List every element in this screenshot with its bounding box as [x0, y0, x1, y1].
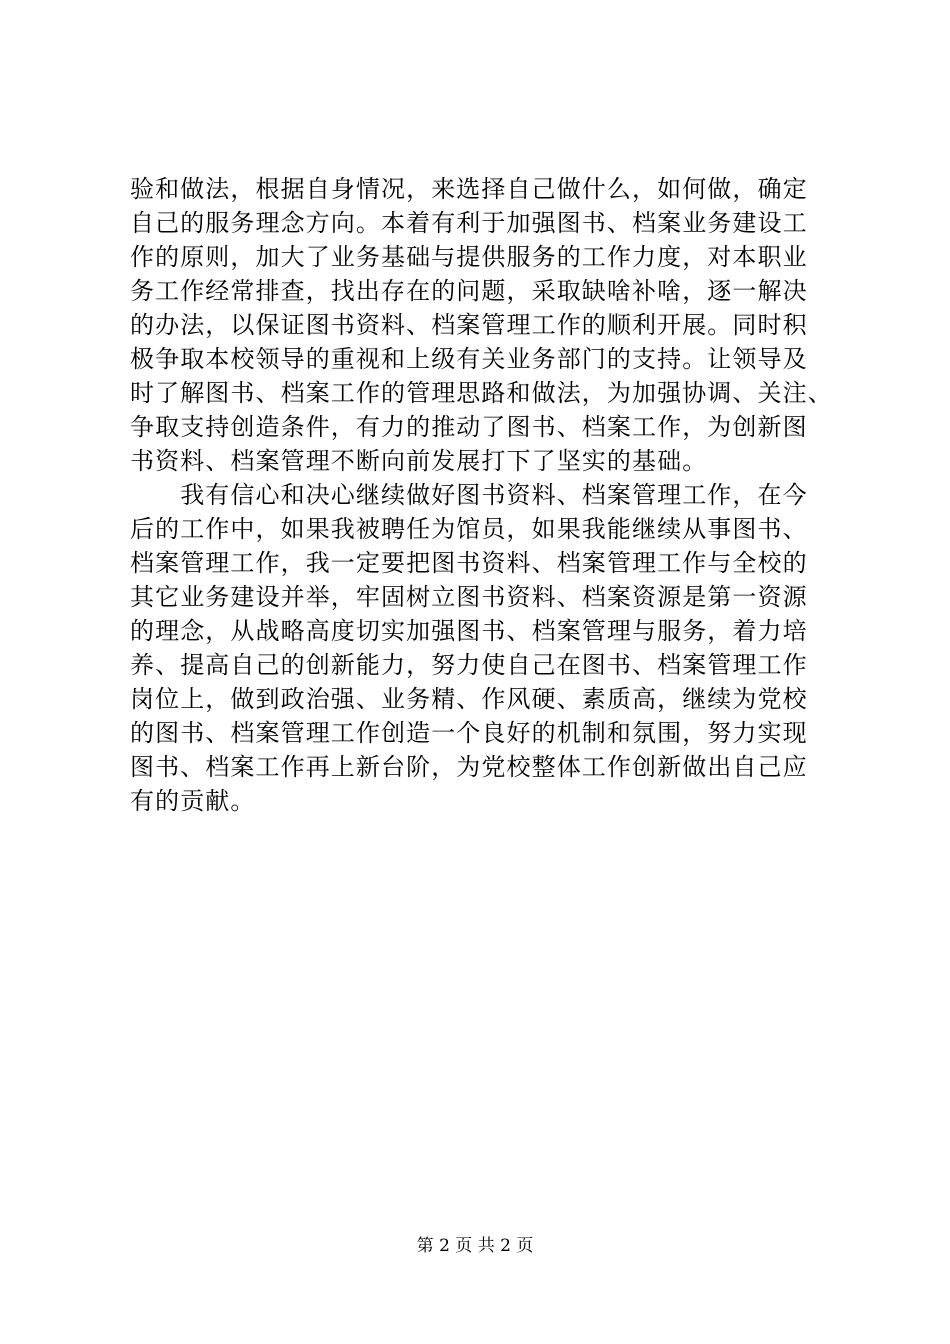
text-line: 我有信心和决心继续做好图书资料、档案管理工作，在今 [130, 481, 808, 509]
text-line: 书资料、档案管理不断向前发展打下了坚实的基础。 [130, 447, 708, 475]
text-line: 后的工作中，如果我被聘任为馆员，如果我能继续从事图书、 [130, 515, 808, 543]
text-line: 极争取本校领导的重视和上级有关业务部门的支持。让领导及 [130, 345, 808, 373]
text-line: 有的贡献。 [130, 787, 256, 815]
text-line: 作的原则，加大了业务基础与提供服务的工作力度，对本职业 [130, 243, 808, 271]
text-line: 档案管理工作，我一定要把图书资料、档案管理工作与全校的 [130, 549, 808, 577]
text-line: 养、提高自己的创新能力，努力使自己在图书、档案管理工作 [130, 651, 808, 679]
page-footer [0, 1234, 950, 1258]
text-line: 自己的服务理念方向。本着有利于加强图书、档案业务建设工 [130, 209, 808, 237]
text-line: 争取支持创造条件，有力的推动了图书、档案工作，为创新图 [130, 413, 808, 441]
text-line: 其它业务建设并举，牢固树立图书资料、档案资源是第一资源 [130, 583, 808, 611]
text-line: 时了解图书、档案工作的管理思路和做法，为加强协调、关注、 [130, 379, 833, 407]
text-line: 的办法，以保证图书资料、档案管理工作的顺利开展。同时积 [130, 311, 808, 339]
page-number-label: 第 2 页 共 2 页 [416, 1236, 534, 1256]
text-line: 务工作经常排查，找出存在的问题，采取缺啥补啥，逐一解决 [130, 277, 808, 305]
body-text [130, 172, 833, 818]
text-line: 岗位上，做到政治强、业务精、作风硬、素质高，继续为党校 [130, 685, 808, 713]
text-line: 验和做法，根据自身情况，来选择自己做什么，如何做，确定 [130, 175, 808, 203]
text-line: 的图书、档案管理工作创造一个良好的机制和氛围，努力实现 [130, 719, 808, 747]
text-line: 的理念，从战略高度切实加强图书、档案管理与服务，着力培 [130, 617, 808, 645]
text-line: 图书、档案工作再上新台阶，为党校整体工作创新做出自己应 [130, 753, 808, 781]
paragraph-2 [130, 478, 830, 818]
paragraph-1 [130, 172, 833, 478]
